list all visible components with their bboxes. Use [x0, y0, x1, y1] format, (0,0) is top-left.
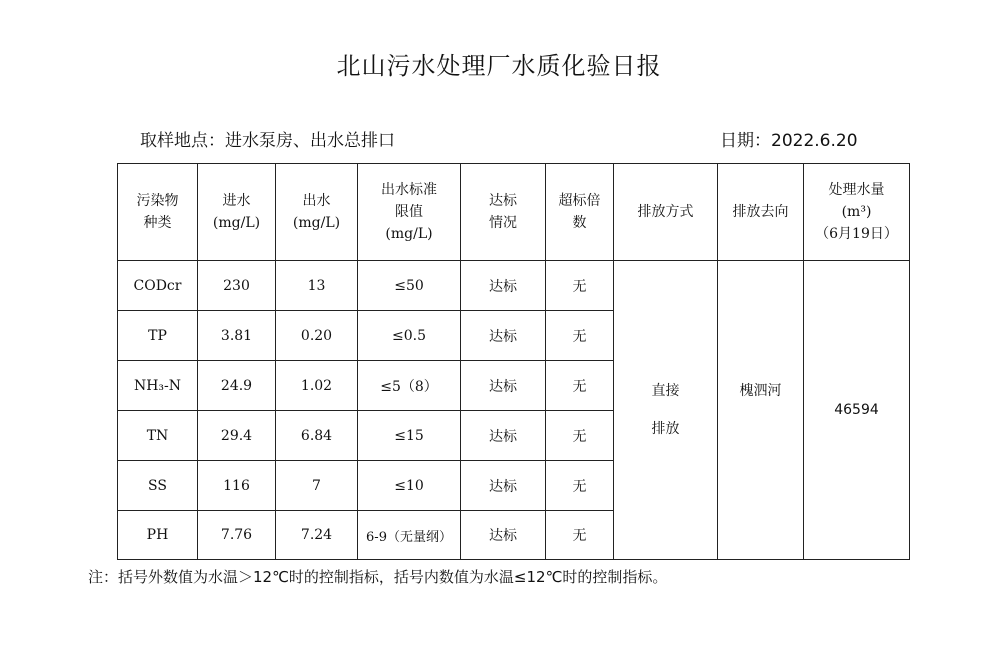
cell-influent: 24.9 [198, 361, 276, 411]
cell-compliance: 达标 [461, 511, 546, 560]
cell-compliance: 达标 [461, 461, 546, 511]
header-discharge-method: 排放方式 [614, 164, 718, 261]
cell-influent: 29.4 [198, 411, 276, 461]
cell-effluent: 6.84 [276, 411, 358, 461]
table-row [118, 261, 910, 311]
cell-pollutant: CODcr [118, 261, 198, 311]
cell-exceed: 无 [546, 511, 614, 560]
cell-standard: 6-9（无量纲） [358, 511, 461, 560]
page-title: 北山污水处理厂水质化验日报 [336, 52, 662, 80]
sample-location: 取样地点：进水泵房、出水总排口 [140, 131, 395, 151]
header-influent: 进水 (mg/L) [198, 164, 276, 261]
cell-effluent: 7.24 [276, 511, 358, 560]
cell-influent: 7.76 [198, 511, 276, 560]
cell-influent: 116 [198, 461, 276, 511]
cell-influent: 230 [198, 261, 276, 311]
cell-exceed: 无 [546, 261, 614, 311]
cell-effluent: 1.02 [276, 361, 358, 411]
water-quality-table [117, 163, 910, 560]
cell-standard: ≤10 [358, 461, 461, 511]
cell-standard: ≤50 [358, 261, 461, 311]
footnote: 注：括号外数值为水温＞12℃时的控制指标，括号内数值为水温≤12℃时的控制指标。 [88, 568, 668, 586]
cell-effluent: 0.20 [276, 311, 358, 361]
cell-compliance: 达标 [461, 411, 546, 461]
cell-compliance: 达标 [461, 311, 546, 361]
cell-pollutant: TP [118, 311, 198, 361]
cell-exceed: 无 [546, 461, 614, 511]
cell-exceed: 无 [546, 361, 614, 411]
header-compliance: 达标 情况 [461, 164, 546, 261]
cell-exceed: 无 [546, 411, 614, 461]
report-date: 日期：2022.6.20 [720, 131, 858, 151]
cell-discharge-destination: 槐泗河 [718, 261, 804, 560]
cell-exceed: 无 [546, 311, 614, 361]
header-volume: 处理水量 (m³) （6月19日） [804, 164, 910, 261]
cell-standard: ≤15 [358, 411, 461, 461]
cell-effluent: 13 [276, 261, 358, 311]
cell-influent: 3.81 [198, 311, 276, 361]
header-exceed: 超标倍 数 [546, 164, 614, 261]
cell-pollutant: NH₃-N [118, 361, 198, 411]
header-row [118, 164, 910, 261]
header-pollutant: 污染物 种类 [118, 164, 198, 261]
header-effluent: 出水 (mg/L) [276, 164, 358, 261]
cell-pollutant: SS [118, 461, 198, 511]
header-discharge-destination: 排放去向 [718, 164, 804, 261]
cell-effluent: 7 [276, 461, 358, 511]
cell-volume: 46594 [804, 261, 910, 560]
cell-discharge-method: 直接 排放 [614, 261, 718, 560]
cell-pollutant: PH [118, 511, 198, 560]
cell-pollutant: TN [118, 411, 198, 461]
cell-compliance: 达标 [461, 361, 546, 411]
cell-standard: ≤5（8） [358, 361, 461, 411]
cell-compliance: 达标 [461, 261, 546, 311]
cell-standard: ≤0.5 [358, 311, 461, 361]
header-standard: 出水标准 限值 (mg/L) [358, 164, 461, 261]
